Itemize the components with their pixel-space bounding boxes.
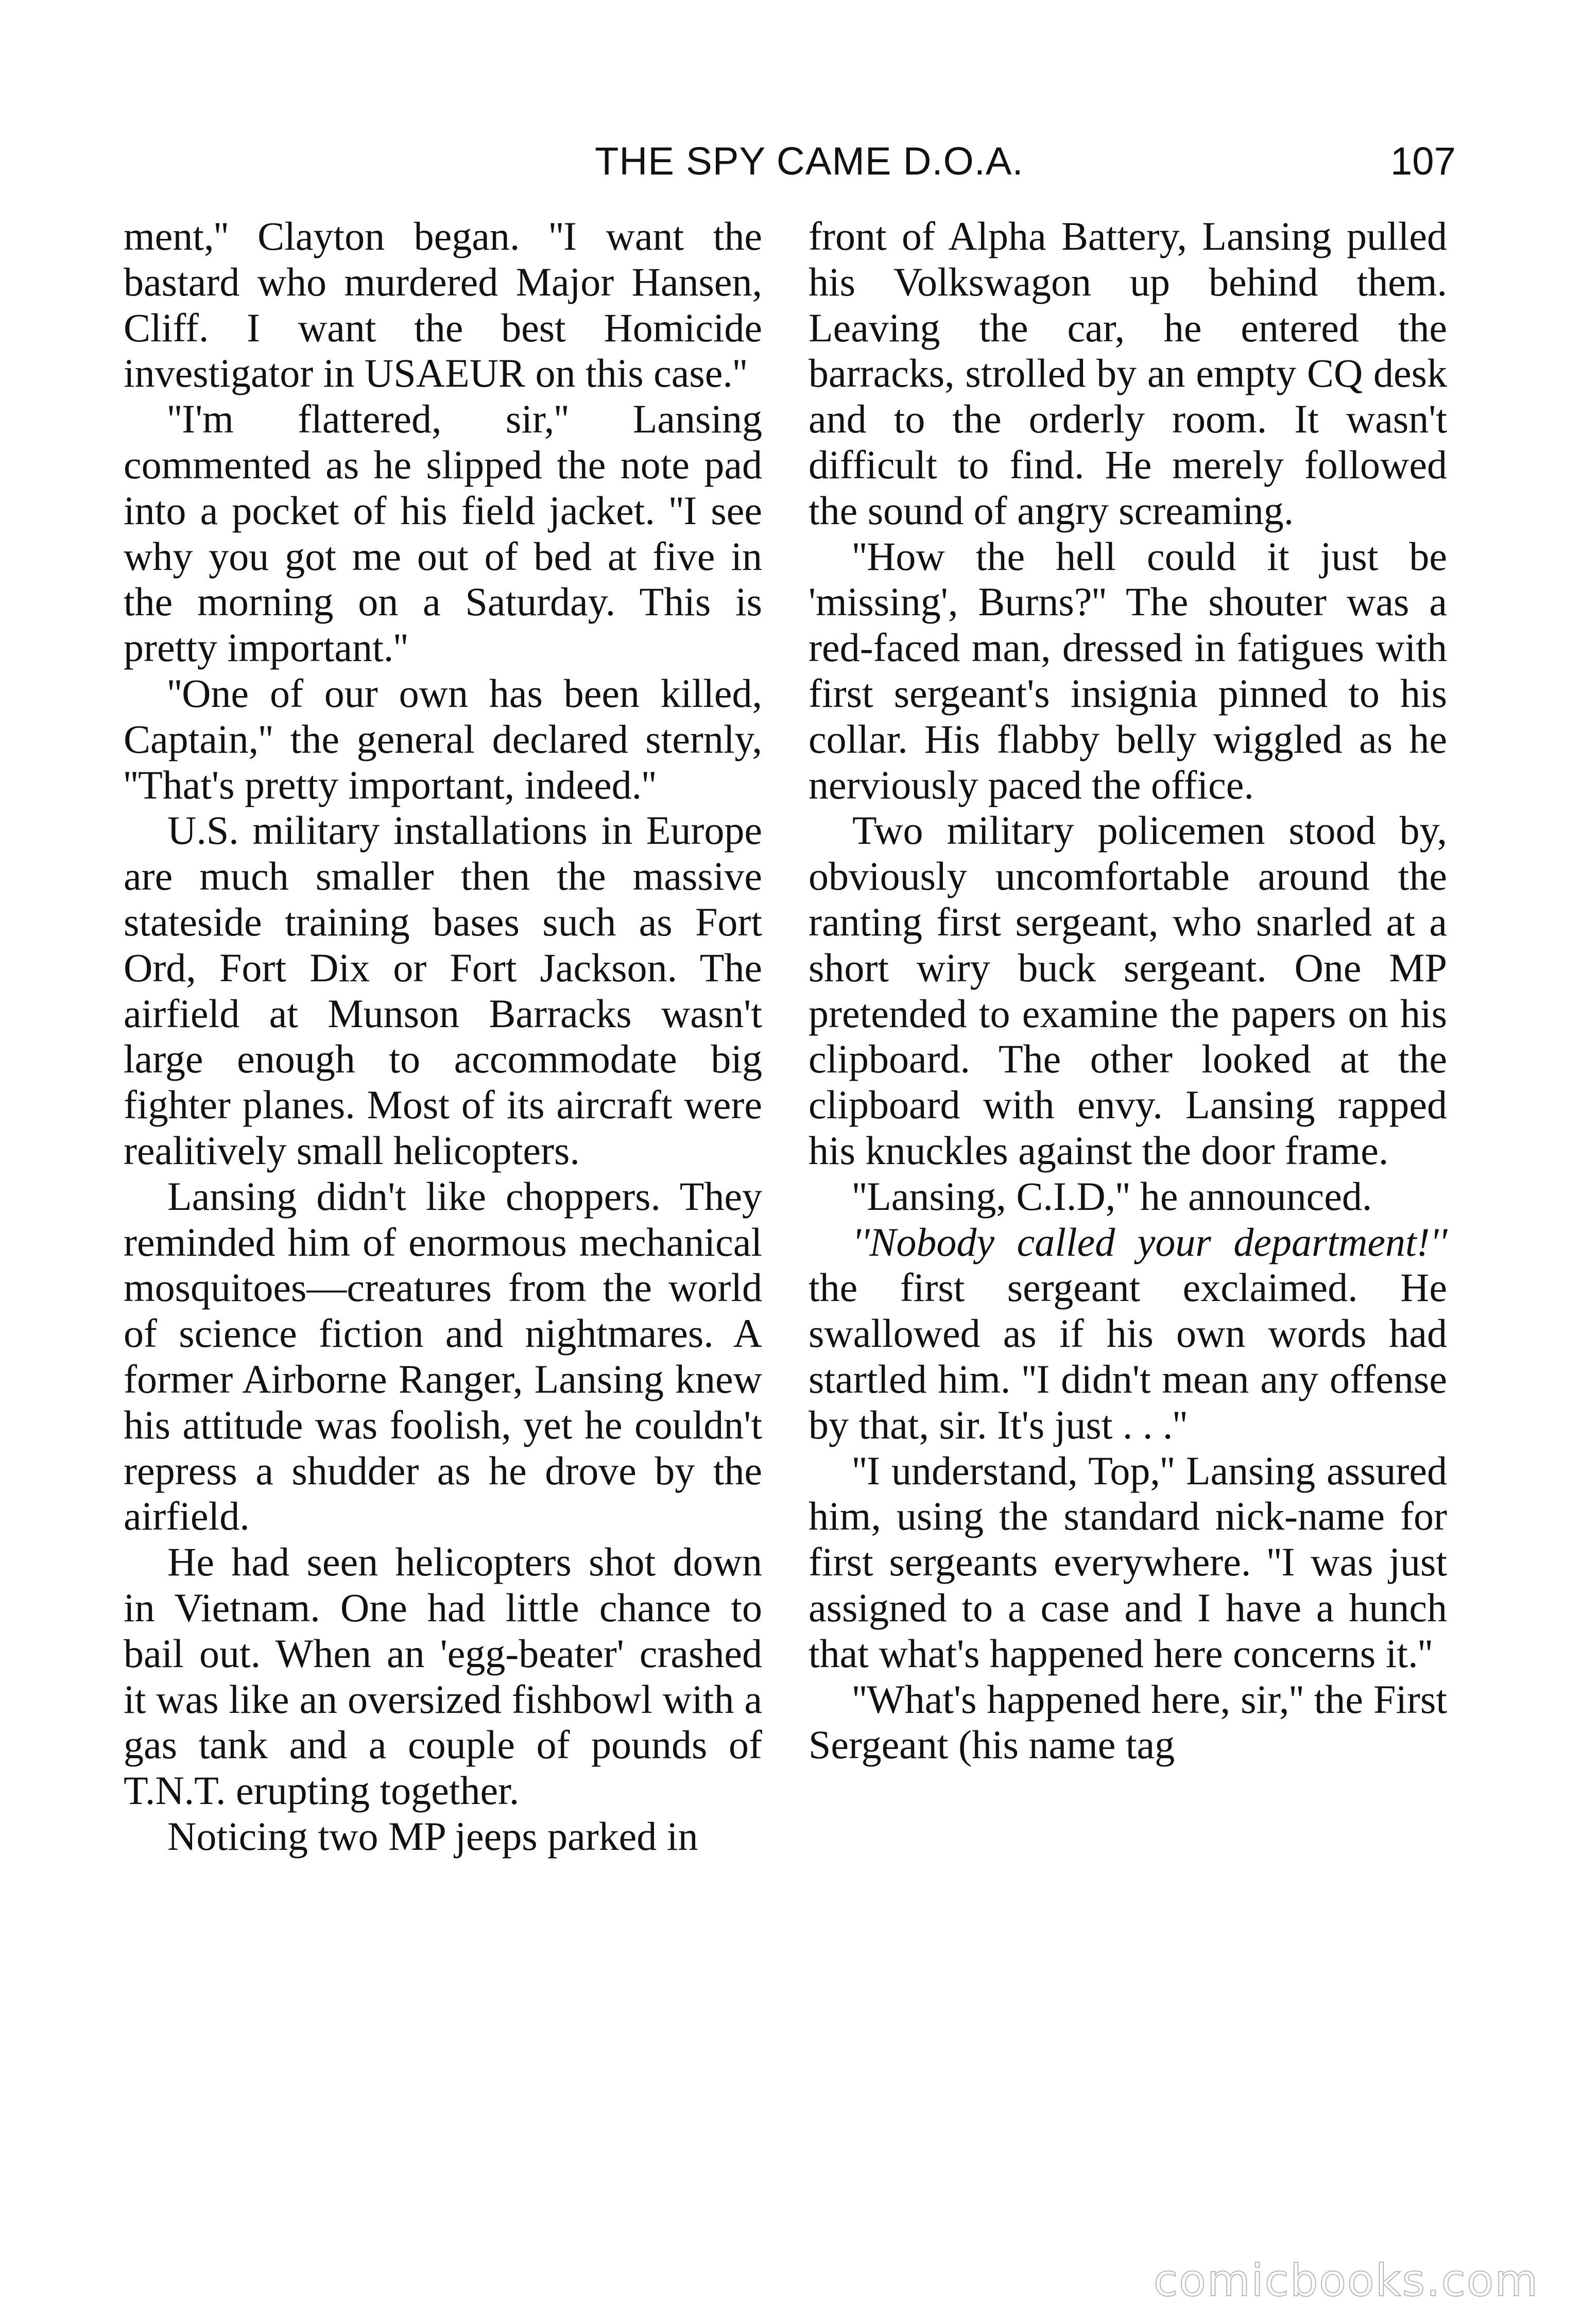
left-column [124, 214, 762, 1860]
paragraph: ''What's happened here, sir,'' the First Sergeant (his name tag [809, 1676, 1447, 1767]
paragraph: ''Lansing, C.I.D,'' he announced. [852, 1173, 1372, 1219]
watermark: comicbooks.com [1154, 2255, 1539, 2306]
paragraph: ment,'' Clayton began. ''I want the bastard who murdered Major Hansen, Cliff. I want the best Homicide investigator in USAEUR on this case.'' [124, 214, 762, 396]
paragraph: He had seen helicopters shot down in Vietnam. One had little chance to bail out. When an 'egg-beater' crashed it was like an oversized fishbowl with a gas tank and a couple of pounds of T.N.T. erupting together. [124, 1539, 762, 1813]
italic-exclamation: ''Nobody called your department!'' [852, 1219, 1447, 1264]
page-number: 107 [1390, 140, 1456, 183]
paragraph-continuation: the first sergeant exclaimed. He swallowed as if his own words had startled him. ''I didn't mean any offense by that, sir. It's just . . .'' [809, 1265, 1447, 1447]
paragraph: Noticing two MP jeeps parked in [167, 1813, 698, 1859]
paragraph: U.S. military installations in Europe are much smaller then the massive stateside training bases such as Fort Ord, Fort Dix or Fort Jackson. The airfield at Munson Barracks wasn't large enough to accommodate big fighter planes. Most of its aircraft were realitively small helicopters. [124, 808, 762, 1173]
right-column [809, 214, 1447, 1768]
paragraph: Two military policemen stood by, obviously uncomfortable around the ranting first sergeant, who snarled at a short wiry buck sergeant. One MP pretended to examine the papers on his clipboard. The other looked at the clipboard with envy. Lansing rapped his knuckles against the door frame. [809, 808, 1447, 1173]
paragraph-mixed [809, 1220, 1447, 1448]
running-title: THE SPY CAME D.O.A. [595, 140, 1024, 183]
page-header [0, 139, 1582, 196]
paragraph: front of Alpha Battery, Lansing pulled his Volkswagon up behind them. Leaving the car, he entered the barracks, strolled by an empty CQ desk and to the orderly room. It wasn't difficult to find. He merely followed the sound of angry screaming. [809, 214, 1447, 533]
paragraph: Lansing didn't like choppers. They reminded him of enormous mechanical mosquitoes—creatures from the world of science fiction and nightmares. A former Airborne Ranger, Lansing knew his attitude was foolish, yet he couldn't repress a shudder as he drove by the airfield. [124, 1173, 762, 1539]
paragraph: ''I understand, Top,'' Lansing assured him, using the standard nick-name for first sergeants everywhere. ''I was just assigned to a case and I have a hunch that what's happened here concerns it.'' [809, 1448, 1447, 1676]
paragraph: ''One of our own has been killed, Captain,'' the general declared sternly, ''That's pretty important, indeed.'' [124, 670, 762, 807]
paragraph: ''How the hell could it just be 'missing', Burns?'' The shouter was a red-faced man, dressed in fatigues with first sergeant's insignia pinned to his collar. His flabby belly wiggled as he nerviously paced the office. [809, 533, 1447, 807]
paragraph: ''I'm flattered, sir,'' Lansing commented as he slipped the note pad into a pocket of his field jacket. ''I see why you got me out of bed at five in the morning on a Saturday. This is pretty important.'' [124, 396, 762, 670]
